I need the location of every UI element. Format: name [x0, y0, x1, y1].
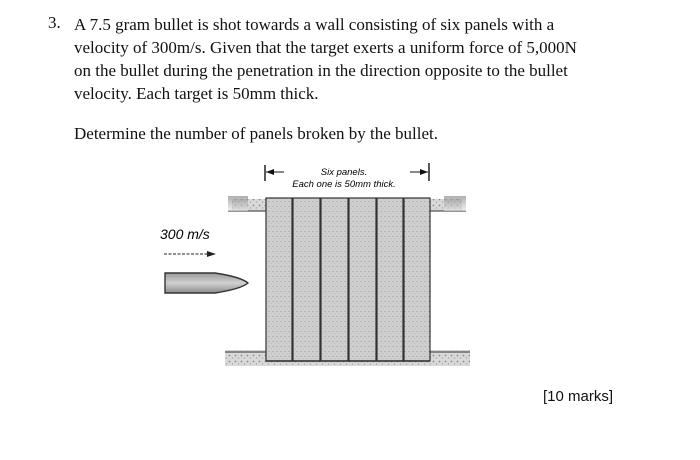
- velocity-label: 300 m/s: [160, 226, 210, 242]
- panel-2: [293, 198, 320, 361]
- panel-6: [404, 198, 430, 361]
- panel-5: [377, 198, 403, 361]
- question-line-1: A 7.5 gram bullet is shot towards a wall consisting of six panels with a: [74, 15, 555, 34]
- panel-1: [266, 198, 292, 361]
- velocity-arrow: [164, 251, 216, 257]
- question-line-2: velocity of 300m/s. Given that the target exerts a uniform force of 5,000N: [74, 38, 577, 57]
- question-line-3: on the bullet during the penetration in the direction opposite to the bullet: [74, 61, 568, 80]
- panel-3: [321, 198, 348, 361]
- marks-label: [10 marks]: [543, 388, 614, 405]
- question-line-4: velocity. Each target is 50mm thick.: [74, 84, 319, 103]
- question-instruction: Determine the number of panels broken by the bullet.: [74, 124, 438, 143]
- panels-label-line-2: Each one is 50mm thick.: [292, 179, 396, 190]
- question-number: 3.: [48, 13, 61, 32]
- bullet: [165, 273, 248, 293]
- panel-4: [349, 198, 376, 361]
- wall-panels: [266, 198, 430, 361]
- panels-label-line-1: Six panels.: [320, 167, 368, 178]
